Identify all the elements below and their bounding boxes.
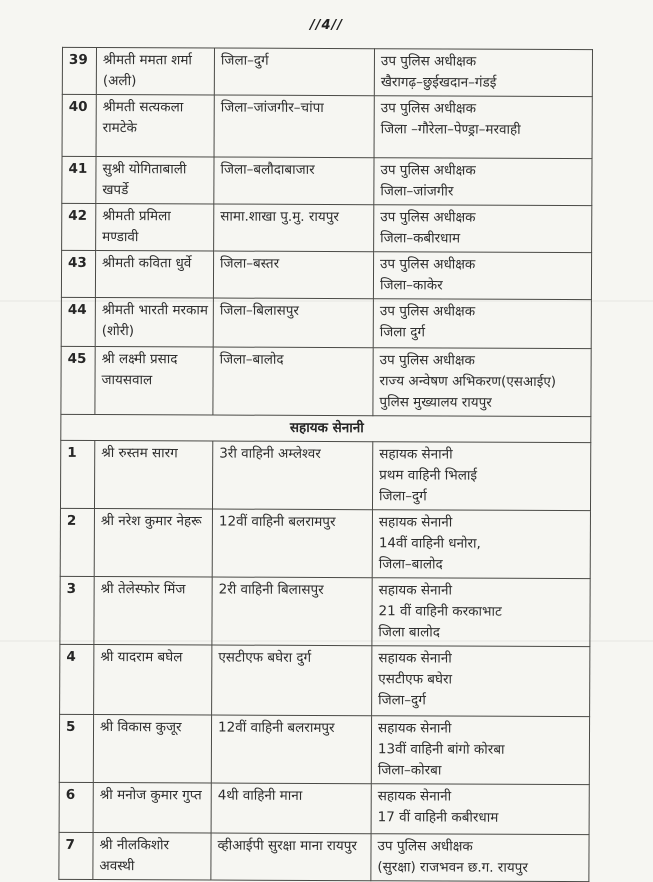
current-posting-cell: 2री वाहिनी बिलासपुर — [212, 577, 372, 646]
officer-name-cell: श्रीमती सत्यकला रामटेके — [96, 94, 214, 157]
current-posting-cell: जिला–जांजगीर–चांपा — [214, 95, 374, 158]
row-number-cell: 43 — [61, 250, 95, 297]
row-number-cell: 41 — [62, 156, 96, 203]
current-posting-cell: व्हीआईपी सुरक्षा माना रायपुर — [211, 833, 371, 881]
current-posting-cell: 3री वाहिनी अम्लेश्वर — [212, 441, 372, 510]
page-number: //4// — [309, 18, 344, 33]
table-row — [59, 782, 589, 834]
officer-name-cell: श्रीमती प्रमिला मण्डावी — [96, 203, 214, 251]
table-row — [62, 203, 592, 252]
new-posting-cell: सहायक सेनानी 13वीं वाहिनी बांगो कोरबा जिला–कोरबा — [371, 716, 589, 785]
officer-name-cell: श्री लक्ष्मी प्रसाद जायसवाल — [95, 346, 213, 415]
row-number-cell: 4 — [60, 644, 94, 714]
table-row — [60, 440, 590, 510]
officer-name-cell: श्री नीलकिशोर अवस्थी — [93, 832, 211, 880]
table-row — [61, 346, 591, 416]
current-posting-cell: एसटीएफ बघेरा दुर्ग — [212, 645, 372, 716]
new-posting-cell: उप पुलिस अधीक्षक खैरागढ़–छुईखदान–गंडई — [374, 49, 592, 97]
officer-name-cell: सुश्री योगिताबाली खपर्डे — [96, 156, 214, 204]
officer-name-cell: श्री मनोज कुमार गुप्त — [93, 782, 211, 833]
current-posting-cell: 4थी वाहिनी माना — [211, 783, 371, 834]
officer-name-cell: श्री नरेश कुमार नेहरू — [94, 508, 212, 577]
new-posting-cell: उप पुलिस अधीक्षक जिला–जांजगीर — [374, 158, 592, 206]
new-posting-cell: सहायक सेनानी 21 वीं वाहिनी करकाभाट जिला बालोद — [372, 578, 590, 647]
current-posting-cell: जिला–बस्तर — [213, 251, 373, 299]
table-row — [62, 94, 592, 158]
current-posting-cell: जिला–बिलासपुर — [213, 298, 373, 348]
row-number-cell: 42 — [62, 203, 96, 250]
row-number-cell: 40 — [62, 94, 96, 156]
row-number-cell: 39 — [62, 47, 96, 94]
row-number-cell: 3 — [60, 576, 94, 644]
table-row — [61, 297, 591, 348]
row-number-cell: 7 — [59, 832, 93, 879]
new-posting-cell: सहायक सेनानी प्रथम वाहिनी भिलाई जिला–दुर्ग — [372, 442, 590, 511]
row-number-cell: 2 — [60, 508, 94, 576]
row-number-cell: 1 — [60, 440, 94, 508]
table-row — [62, 156, 592, 205]
section-title: सहायक सेनानी — [61, 414, 591, 442]
officer-name-cell: श्री तेलेस्फोर मिंज — [94, 576, 212, 645]
transfer-order-table — [58, 47, 593, 882]
new-posting-cell: सहायक सेनानी 17 वीं वाहिनी कबीरधाम — [371, 784, 589, 835]
new-posting-cell: उप पुलिस अधीक्षक जिला दुर्ग — [373, 299, 591, 349]
row-number-cell: 45 — [61, 346, 95, 414]
table-row — [60, 508, 590, 578]
current-posting-cell: सामा.शाखा पु.मु. रायपुर — [214, 204, 374, 252]
row-number-cell: 5 — [59, 714, 93, 782]
table-row — [61, 250, 591, 299]
new-posting-cell: सहायक सेनानी एसटीएफ बघेरा जिला–दुर्ग — [372, 646, 590, 717]
table-row — [59, 832, 589, 881]
section-header-row — [61, 414, 591, 442]
new-posting-cell: उप पुलिस अधीक्षक राज्य अन्वेषण अभिकरण(एसआईए) पुलिस मुख्यालय रायपुर — [373, 348, 591, 417]
current-posting-cell: 12वीं वाहिनी बलरामपुर — [212, 509, 372, 578]
table-row — [60, 576, 590, 646]
new-posting-cell: उप पुलिस अधीक्षक (सुरक्षा) राजभवन छ.ग. रायपुर — [371, 834, 589, 882]
current-posting-cell: जिला–बालोद — [213, 347, 373, 416]
new-posting-cell: सहायक सेनानी 14वीं वाहिनी धनोरा, जिला–बालोद — [372, 510, 590, 579]
row-number-cell: 6 — [59, 782, 93, 832]
officer-name-cell: श्री रुस्तम सारग — [94, 440, 212, 509]
current-posting-cell: जिला–दुर्ग — [214, 48, 374, 96]
officer-name-cell: श्री विकास कुजूर — [93, 714, 211, 783]
document-table-container — [58, 47, 592, 882]
table-row — [60, 644, 590, 716]
new-posting-cell: उप पुलिस अधीक्षक जिला–कबीरधाम — [374, 205, 592, 253]
new-posting-cell: उप पुलिस अधीक्षक जिला–काकेर — [373, 252, 591, 300]
row-number-cell: 44 — [61, 297, 95, 346]
officer-name-cell: श्री यादराम बघेल — [94, 644, 212, 715]
table-row — [62, 47, 592, 96]
current-posting-cell: 12वीं वाहिनी बलरामपुर — [211, 715, 371, 784]
current-posting-cell: जिला–बलौदाबाजार — [214, 157, 374, 205]
officer-name-cell: श्रीमती ममता शर्मा (अली) — [96, 47, 214, 95]
officer-name-cell: श्रीमती कविता धुर्वे — [95, 250, 213, 298]
officer-name-cell: श्रीमती भारती मरकाम (शोरी) — [95, 297, 213, 347]
new-posting-cell: उप पुलिस अधीक्षक जिला –गौरेला–पेण्ड्रा–मरवाही — [374, 96, 592, 159]
table-row — [59, 714, 589, 784]
